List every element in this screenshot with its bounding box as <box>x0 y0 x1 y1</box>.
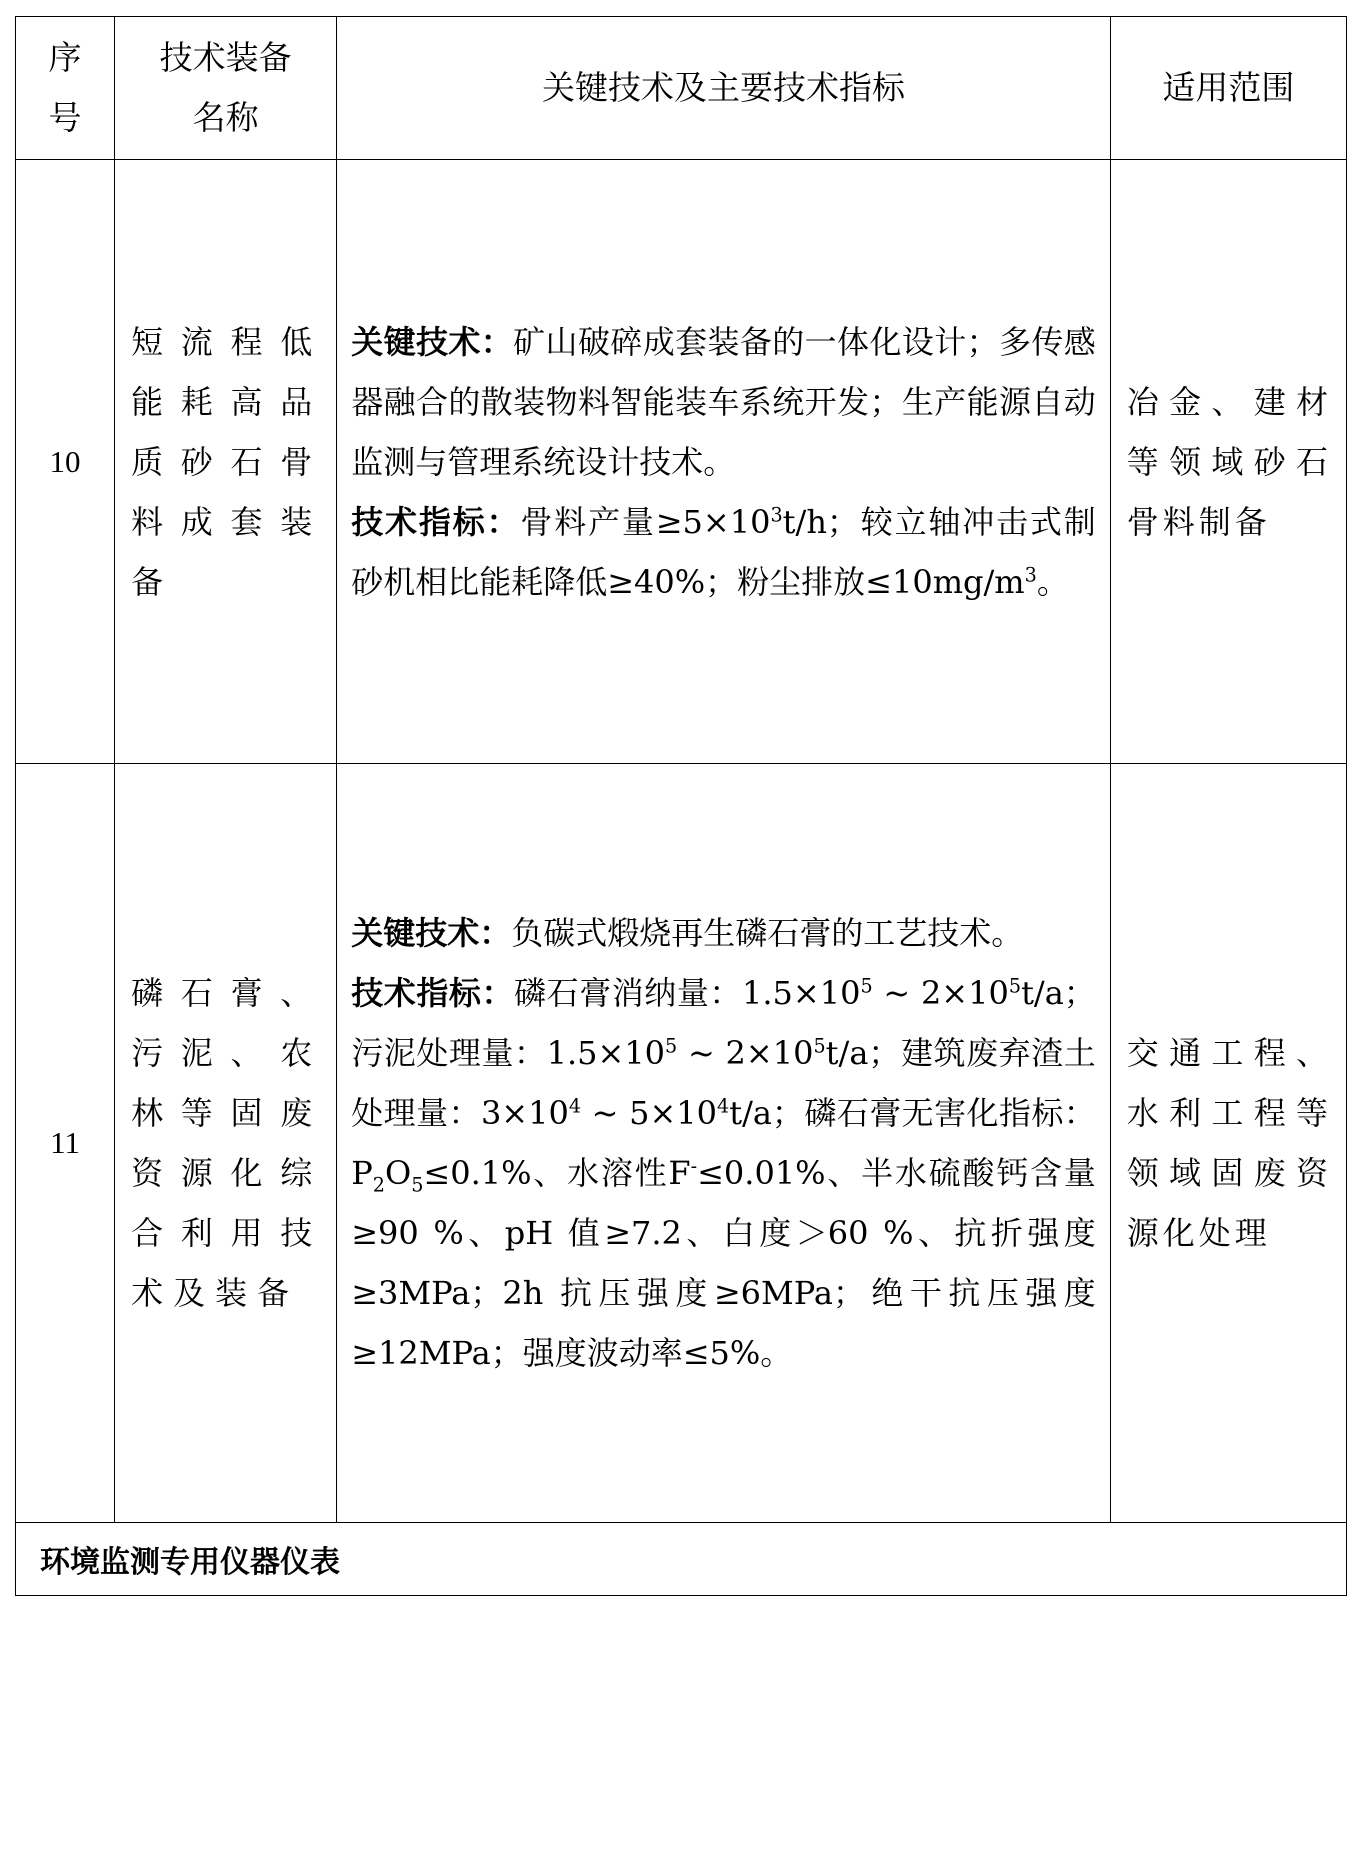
indicator-text: 磷石膏消纳量：1.5×10 <box>514 974 861 1012</box>
indicator-text: ~ 2×10 <box>677 1034 814 1072</box>
section-title: 环境监测专用仪器仪表 <box>16 1523 1347 1596</box>
header-scope: 适用范围 <box>1110 17 1346 160</box>
indicator-text: ≤0.1%、水溶性F <box>423 1154 691 1192</box>
indicator-text: ~ 5×10 <box>581 1094 717 1132</box>
section-row <box>16 1523 1347 1596</box>
table-row <box>16 764 1347 1523</box>
row-equipment-name: 磷石膏、污泥、农林等固废资源化综合利用技术及装备 <box>115 764 337 1523</box>
key-tech-text: 矿山破碎成套装备的一体化设计；多传感器融合的散装物料智能装车系统开发；生产能源自动监测与管理系统设计技术。 <box>351 322 1096 481</box>
header-name-line2: 名称 <box>192 98 259 137</box>
header-seq-line1: 序 <box>48 38 82 77</box>
header-seq-line2: 号 <box>48 98 82 137</box>
row-key-tech-indicators <box>337 160 1111 764</box>
key-tech-label: 关键技术： <box>351 322 514 361</box>
indicator-paragraph <box>351 492 1096 612</box>
superscript: 5 <box>665 1034 678 1058</box>
header-seq <box>16 17 115 160</box>
superscript: 5 <box>860 974 873 998</box>
indicator-label: 技术指标： <box>351 502 521 541</box>
indicator-text: t/a；建筑废弃渣土处理量：3×10 <box>351 1034 1096 1132</box>
indicator-text: ≤0.01%、半水硫酸钙含量≥90 %、pH 值≥7.2、白度＞60 %、抗折强度≥3MPa；2h 抗压强度≥6MPa；绝干抗压强度≥12MPa；强度波动率≤5%。 <box>351 1154 1096 1372</box>
key-tech-paragraph <box>351 903 1096 963</box>
indicator-text: ~ 2×10 <box>872 974 1009 1012</box>
key-tech-text: 负碳式煅烧再生磷石膏的工艺技术。 <box>511 914 1024 952</box>
key-tech-label: 关键技术： <box>351 914 512 952</box>
table-header-row <box>16 17 1347 160</box>
superscript: 3 <box>1024 562 1037 586</box>
superscript: - <box>690 1154 698 1178</box>
key-tech-paragraph <box>351 312 1096 492</box>
superscript: 4 <box>716 1094 730 1118</box>
row-seq: 11 <box>16 764 115 1523</box>
superscript: 3 <box>770 502 783 526</box>
subscript: 5 <box>411 1173 424 1197</box>
table-row <box>16 160 1347 764</box>
indicator-paragraph <box>351 963 1096 1383</box>
indicator-label: 技术指标： <box>351 974 515 1012</box>
indicator-text: 。 <box>1036 562 1069 601</box>
header-name <box>115 17 337 160</box>
row-scope: 冶金、建材等领域砂石骨料制备 <box>1110 160 1346 764</box>
row-key-tech-indicators <box>337 764 1111 1523</box>
superscript: 5 <box>813 1034 826 1058</box>
indicator-text: O <box>384 1154 412 1192</box>
indicator-text: t/h；较立轴冲击式制砂机相比能耗降低≥40%；粉尘排放≤10mg/m <box>351 502 1096 601</box>
indicator-text: t/a；污泥处理量：1.5×10 <box>351 974 1096 1072</box>
equipment-table <box>15 16 1347 1596</box>
row-seq: 10 <box>16 160 115 764</box>
superscript: 4 <box>568 1094 582 1118</box>
indicator-text: 骨料产量≥5×10 <box>520 502 771 541</box>
row-scope: 交通工程、水利工程等领域固废资源化处理 <box>1110 764 1346 1523</box>
row-equipment-name: 短流程低能耗高品质砂石骨料成套装备 <box>115 160 337 764</box>
subscript: 2 <box>372 1173 385 1197</box>
header-key-tech: 关键技术及主要技术指标 <box>337 17 1111 160</box>
header-name-line1: 技术装备 <box>159 38 292 77</box>
indicator-text: t/a；磷石膏无害化指标：P <box>351 1094 1096 1192</box>
superscript: 5 <box>1008 974 1022 998</box>
